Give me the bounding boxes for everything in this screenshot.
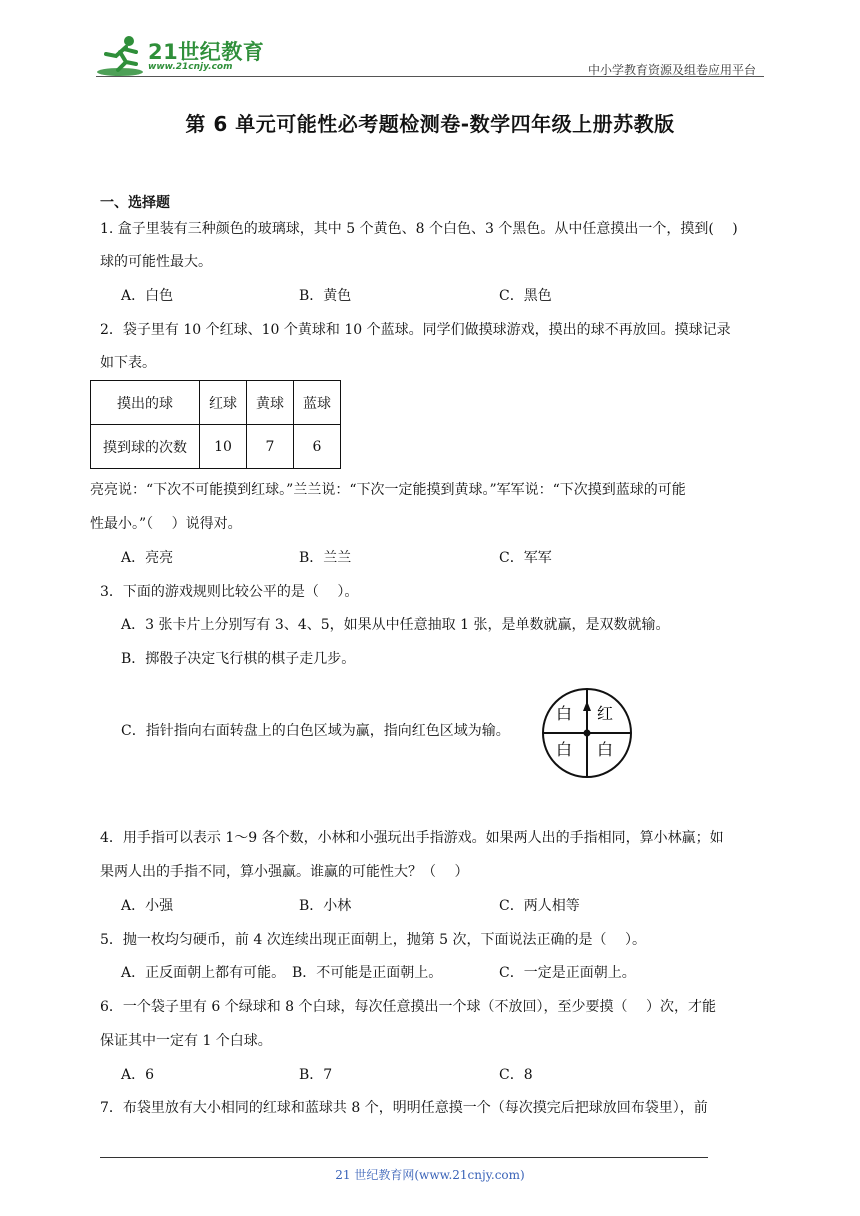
- q3-option-b: B．掷骰子决定飞行棋的棋子走几步。: [121, 651, 356, 667]
- q1-option-a: A．白色: [121, 288, 174, 304]
- q4-option-a: A．小强: [121, 898, 174, 914]
- section-heading: 一、选择题: [100, 195, 170, 211]
- spinner-label: 白: [596, 740, 614, 759]
- q6-option-c: C．8: [499, 1067, 533, 1083]
- table-row: [91, 425, 341, 469]
- q1-option-b: B．黄色: [299, 288, 352, 304]
- q4-option-b: B．小林: [299, 898, 352, 914]
- table-header-cell: 黄球: [247, 381, 294, 425]
- platform-label: 中小学教育资源及组卷应用平台: [587, 63, 756, 77]
- table-cell: 6: [294, 425, 341, 469]
- spinner-diagram: [541, 687, 633, 779]
- q2-option-a: A．亮亮: [121, 550, 174, 566]
- q2-line4: 性最小。”（ ）说得对。: [90, 516, 242, 532]
- q3-option-a: A．3 张卡片上分别写有 3、4、5，如果从中任意抽取 1 张，是单数就赢，是双数就输。: [121, 617, 670, 633]
- q5-option-c: C．一定是正面朝上。: [499, 965, 636, 981]
- logo-url[interactable]: www.21cnjy.com: [148, 62, 233, 72]
- table-row: [91, 381, 341, 425]
- q5-line1: 5．抛一枚均匀硬币，前 4 次连续出现正面朝上，抛第 5 次，下面说法正确的是（ ）。: [100, 932, 646, 948]
- spinner-label: 白: [555, 740, 573, 759]
- q4-line2: 果两人出的手指不同，算小强赢。谁赢的可能性大？（ ）: [100, 864, 469, 880]
- q5-option-b: B．不可能是正面朝上。: [292, 965, 443, 981]
- q5-option-a: A．正反面朝上都有可能。: [121, 965, 286, 981]
- q4-option-c: C．两人相等: [499, 898, 580, 914]
- q3-line1: 3．下面的游戏规则比较公平的是（ ）。: [100, 584, 359, 600]
- q1-option-c: C．黑色: [499, 288, 552, 304]
- footer-divider: [100, 1157, 708, 1158]
- table-cell: 7: [247, 425, 294, 469]
- q3-option-c: C．指针指向右面转盘上的白色区域为赢，指向红色区域为输。: [121, 723, 510, 739]
- table-cell: 摸到球的次数: [91, 425, 200, 469]
- q7-line1: 7．布袋里放有大小相同的红球和蓝球共 8 个，明明任意摸一个（每次摸完后把球放回布袋里），前: [100, 1100, 708, 1116]
- q6-option-b: B．7: [299, 1067, 333, 1083]
- q1-line2: 球的可能性最大。: [100, 254, 212, 270]
- table-cell: 10: [200, 425, 247, 469]
- table-header-cell: 红球: [200, 381, 247, 425]
- q6-option-a: A．6: [121, 1067, 155, 1083]
- runner-logo-icon: [96, 34, 148, 78]
- table-header-cell: 蓝球: [294, 381, 341, 425]
- q4-line1: 4．用手指可以表示 1～9 各个数，小林和小强玩出手指游戏。如果两人出的手指相同，算小林赢；如: [100, 830, 724, 846]
- footer-link[interactable]: 21 世纪教育网(www.21cnjy.com): [335, 1168, 525, 1182]
- q1-line1: 1. 盒子里装有三种颜色的玻璃球，其中 5 个黄色、8 个白色、3 个黑色。从中任意摸出一个，摸到( ): [100, 221, 738, 237]
- spinner-label: 红: [596, 704, 614, 723]
- q2-line1: 2．袋子里有 10 个红球、10 个黄球和 10 个蓝球。同学们做摸球游戏，摸出的球不再放回。摸球记录: [100, 322, 731, 338]
- q2-line3: 亮亮说：“下次不可能摸到红球。”兰兰说：“下次一定能摸到黄球。”军军说：“下次摸到蓝球的可能: [90, 482, 686, 498]
- q6-line2: 保证其中一定有 1 个白球。: [100, 1033, 272, 1049]
- spinner-label: 白: [555, 704, 573, 723]
- pointer-arrow-icon: [583, 701, 591, 711]
- q2-line2: 如下表。: [100, 355, 156, 371]
- q2-option-c: C．军军: [499, 550, 552, 566]
- q2-option-b: B．兰兰: [299, 550, 352, 566]
- page-title: 第 6 单元可能性必考题检测卷-数学四年级上册苏教版: [185, 112, 675, 136]
- q6-line1: 6．一个袋子里有 6 个绿球和 8 个白球，每次任意摸出一个球（不放回），至少要摸（ ）次，才能: [100, 999, 716, 1015]
- record-table: [90, 380, 341, 469]
- header-divider: [96, 76, 764, 77]
- table-header-cell: 摸出的球: [91, 381, 200, 425]
- logo-name: 21世纪教育: [148, 40, 265, 64]
